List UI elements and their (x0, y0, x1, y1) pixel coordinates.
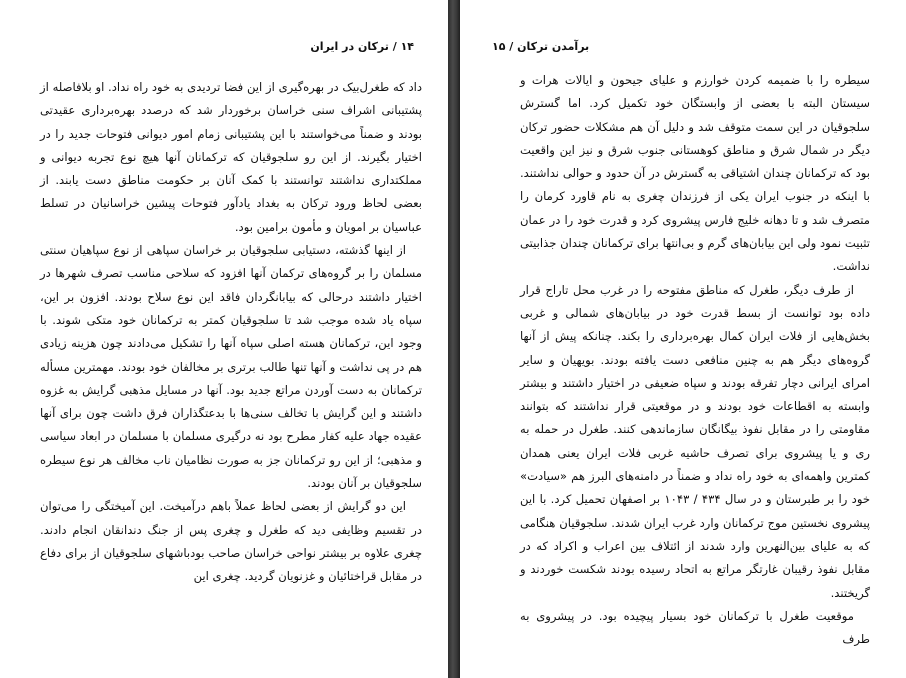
paragraph: سیطره را با ضمیمه کردن خوارزم و علیای جیحون و ایالات هرات و سیستان البته با بعضی از وابستگان خود تکمیل کرد. اما گسترش سلجوقیان در این سمت متوقف شد و دلیل آن هم مشکلات حضور ترکان دیگر در شمال شرق و مناطق کوهستانی جنوب شرق و نیز این واقعیت بود که ترکمانان چندان اشتیاقی به گسترش در آن حدود و حوالی نداشتند. با اینکه در جنوب ایران یکی از فرزندان چغری به نام قاورد کرمان را متصرف شد و تا دهانه خلیج فارس پیشروی کرد و قدرت خود را در عمان تثبیت نمود ولی این بیابان‌های گرم و بی‌انتها برای ترکمانان چندان جذابیتی نداشت. (520, 73, 870, 274)
left-page-body (40, 76, 422, 589)
left-page-number: ۱۴ (400, 40, 414, 53)
book-gutter (448, 0, 460, 678)
header-separator: / (392, 40, 397, 53)
left-page (0, 0, 448, 678)
right-running-title: برآمدن ترکان (517, 40, 590, 53)
paragraph: از طرف دیگر، طغرل که مناطق مفتوحه را در غرب محل تاراج قرار داده بود توانست از بسط قدرت خود در بیابان‌های شمالی و غربی بخش‌هایی از فلات ایران کمال بهره‌برداری را بکند. چنانکه پیش از آنها گروه‌های دیگر هم به چنین منافعی دست یافته بودند. بویهیان و سایر امرای ایرانی دچار تفرقه بودند و سپاه ضعیفی در اختیار داشتند و بیشتر وابسته به اقطاعات خود بودند و در موقعیتی قرار نداشتند که بتوانند مقاومتی را در مقابل نفوذ بیگانگان سازماندهی کنند. طغرل در حمله به ری و یا پیشروی برای تصرف حاشیه غربی فلات ایران یعنی همدان کمترین واهمه‌ای به خود راه نداد و ضمناً در دامنه‌های البرز هم «سیادت» خود را بر طبرستان و در سال ۴۳۴ / ۱۰۴۳ بر اصفهان تحمیل کرد. با این پیشروی نخستین موج ترکمانان وارد غرب ایران شدند. سلجوقیان هنگامی که به علیای بین‌النهرین وارد شدند از ائتلاف بین اعراب و اکراد که در مقابل نفوذ رقیبان غارتگر مراتع به اتحاد رسیده بودند شکست خوردند و گریختند. (520, 282, 871, 600)
right-page-body (520, 69, 870, 651)
right-page (460, 0, 906, 678)
left-page-header (310, 40, 414, 58)
right-page-header (492, 40, 622, 58)
header-separator: / (509, 40, 514, 53)
paragraph: داد که طغرل‌بیک در بهره‌گیری از این فضا تردیدی به خود راه نداد. او بلافاصله از پشتیبانی اشراف سنی خراسان برخوردار شد که درصدد بهره‌برداری عقیدتی بودند و ضمناً می‌خواستند با این پشتیبانی زمام امور دیوانی فتوحات جدید را در اختیار بگیرند. از این رو سلجوقیان که ترکمانان آنها هیچ نوع تجربه دیوانی و مملکتداری نداشتند توانستند با کمک آنان بر حکومت مناطق دست یابند. از بعضی لحاظ ورود ترکان به بغداد یادآور فتوحات پیشین خراسانیان در تسلط عباسیان بر امویان و مأمون برامین بود. (40, 80, 422, 234)
paragraph: از اینها گذشته، دستیابی سلجوقیان بر خراسان سپاهی از نوع سپاهیان سنتی مسلمان را بر گروه‌های ترکمان آنها افزود که سلاحی مناسب تصرف شهرها در اختیار داشتند درحالی که بیابانگردان فاقد این نوع سلاح بودند. افزون بر این، سپاه یاد شده موجب شد تا سلجوقیان کمتر به ترکمانان خود متکی شوند. با وجود این، ترکمانان هسته اصلی سپاه آنها را تشکیل می‌دادند چون هزینه زیادی هم در پی نداشت و آنها تنها طالب برتری بر مخالفان خود بودند. مهمترین مسأله ترکمانان به دست آوردن مراتع جدید بود. آنها در مسایل مذهبی گرایش به غزوه داشتند و این گرایش با تخالف سنی‌ها با بدعتگذاران فرق داشت چون برای آنها عقیده جهاد علیه کفار مطرح بود نه درگیری مسلمان با مسلمان در ابعاد سیاسی و مذهبی؛ از این رو ترکمانان جز به صورت نظامیان ناب مخالف هر نوع سیطره سلجوقیان بر آنان بودند. (40, 243, 422, 491)
right-page-number: ۱۵ (492, 40, 506, 53)
paragraph: این دو گرایش از بعضی لحاظ عملاً باهم درآمیخت. این آمیختگی را می‌توان در تقسیم وظایفی دید که طغرل و چغری پس از جنگ دندانقان انجام دادند. چغری علاوه بر بیشتر نواحی خراسان صاحب بودباشهای سلجوقیان از برای دفاع در مقابل قراختائیان و غزنویان گردید. چغری این (40, 499, 422, 584)
left-running-title: ترکان در ایران (310, 40, 389, 53)
paragraph: موقعیت طغرل با ترکمانان خود بسیار پیچیده بود. در پیشروی به طرف (520, 608, 870, 647)
